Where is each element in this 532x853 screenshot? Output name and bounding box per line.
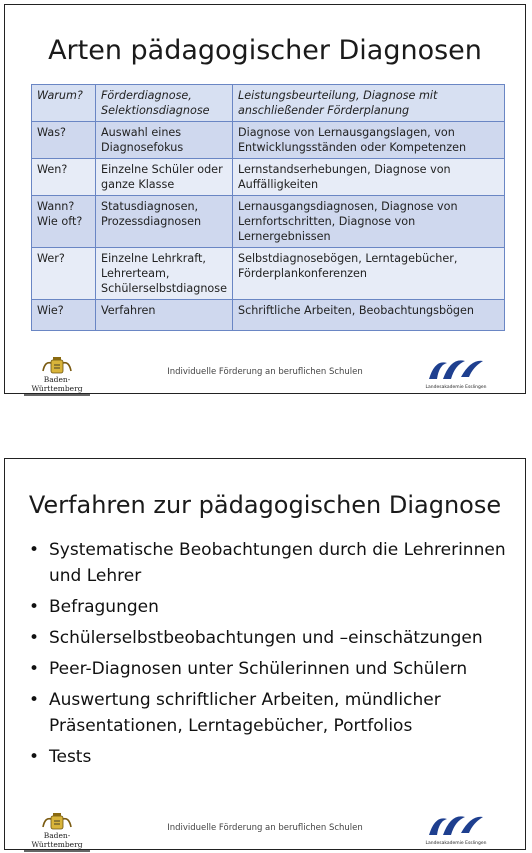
list-item [29, 594, 509, 620]
table-row [32, 85, 505, 122]
table-cell: Einzelne Schüler oder ganze Klasse [96, 159, 233, 196]
landesakademie-logo [425, 355, 487, 389]
list-item-text: Auswertung schriftlicher Arbeiten, mündlicher Präsentationen, Lerntagebücher, Portfolios [49, 690, 441, 736]
footer-text: Individuelle Förderung an beruflichen Schulen [167, 823, 363, 833]
academy-swoosh-icon [425, 811, 487, 837]
slide-2 [4, 458, 526, 850]
footer-text: Individuelle Förderung an beruflichen Schulen [167, 367, 363, 377]
logo-text: Baden-Württemberg [31, 831, 83, 849]
table-cell: Wer? [32, 248, 96, 300]
table-row [32, 159, 505, 196]
bullet-icon: • [29, 628, 40, 648]
table-cell: Diagnose von Lernausgangslagen, von Entwicklungsständen oder Kompetenzen [232, 122, 504, 159]
list-item-text: Tests [49, 747, 92, 767]
slide-title: Verfahren zur pädagogischen Diagnose [28, 491, 502, 519]
list-item [29, 656, 509, 682]
list-item-text: Schülerselbstbeobachtungen und –einschätzungen [49, 628, 483, 648]
table-cell: Wen? [32, 159, 96, 196]
slide-footer [5, 809, 525, 849]
bullet-icon: • [29, 659, 40, 679]
table-row [32, 248, 505, 300]
table-row [32, 196, 505, 248]
slide-1 [4, 4, 526, 394]
bullet-icon: • [29, 540, 40, 560]
table-cell: Wie? [32, 300, 96, 331]
table-cell: Förderdiagnose, Selektionsdiagnose [96, 85, 233, 122]
list-item [29, 687, 509, 739]
bullet-icon: • [29, 747, 40, 767]
diagnosis-types-table [31, 84, 505, 331]
logo-text: Landesakademie Esslingen [425, 385, 487, 390]
bullet-icon: • [29, 690, 40, 710]
logo-underline [24, 850, 90, 852]
logo-text: Baden-Württemberg [31, 375, 83, 393]
table-row [32, 122, 505, 159]
bullet-icon: • [29, 597, 40, 617]
table-cell: Lernstandserhebungen, Diagnose von Auffälligkeiten [232, 159, 504, 196]
table-cell: Einzelne Lehrkraft, Lehrerteam, Schülerselbstdiagnose [96, 248, 233, 300]
table-cell: Wann? Wie oft? [32, 196, 96, 248]
table-cell: Selbstdiagnosebögen, Lerntagebücher, Förderplankonferenzen [232, 248, 504, 300]
list-item-text: Systematische Beobachtungen durch die Lehrerinnen und Lehrer [49, 540, 506, 586]
slide-footer [5, 353, 525, 393]
table-cell: Schriftliche Arbeiten, Beobachtungsbögen [232, 300, 504, 331]
academy-swoosh-icon [425, 355, 487, 381]
logo-underline [24, 394, 90, 396]
table-row [32, 300, 505, 331]
list-item-text: Befragungen [49, 597, 159, 617]
landesakademie-logo [425, 811, 487, 845]
list-item-text: Peer-Diagnosen unter Schülerinnen und Schülern [49, 659, 468, 679]
list-item [29, 744, 509, 770]
table-cell: Auswahl eines Diagnosefokus [96, 122, 233, 159]
table-cell: Verfahren [96, 300, 233, 331]
bullet-list [29, 537, 509, 775]
table-cell: Lernausgangsdiagnosen, Diagnose von Lernfortschritten, Diagnose von Lernergebnissen [232, 196, 504, 248]
slide-title: Arten pädagogischer Diagnosen [48, 35, 482, 66]
table-cell: Statusdiagnosen, Prozessdiagnosen [96, 196, 233, 248]
table-cell: Was? [32, 122, 96, 159]
logo-text: Landesakademie Esslingen [425, 841, 487, 846]
table-cell: Leistungsbeurteilung, Diagnose mit anschließender Förderplanung [232, 85, 504, 122]
list-item [29, 625, 509, 651]
table-cell: Warum? [32, 85, 96, 122]
list-item [29, 537, 509, 589]
